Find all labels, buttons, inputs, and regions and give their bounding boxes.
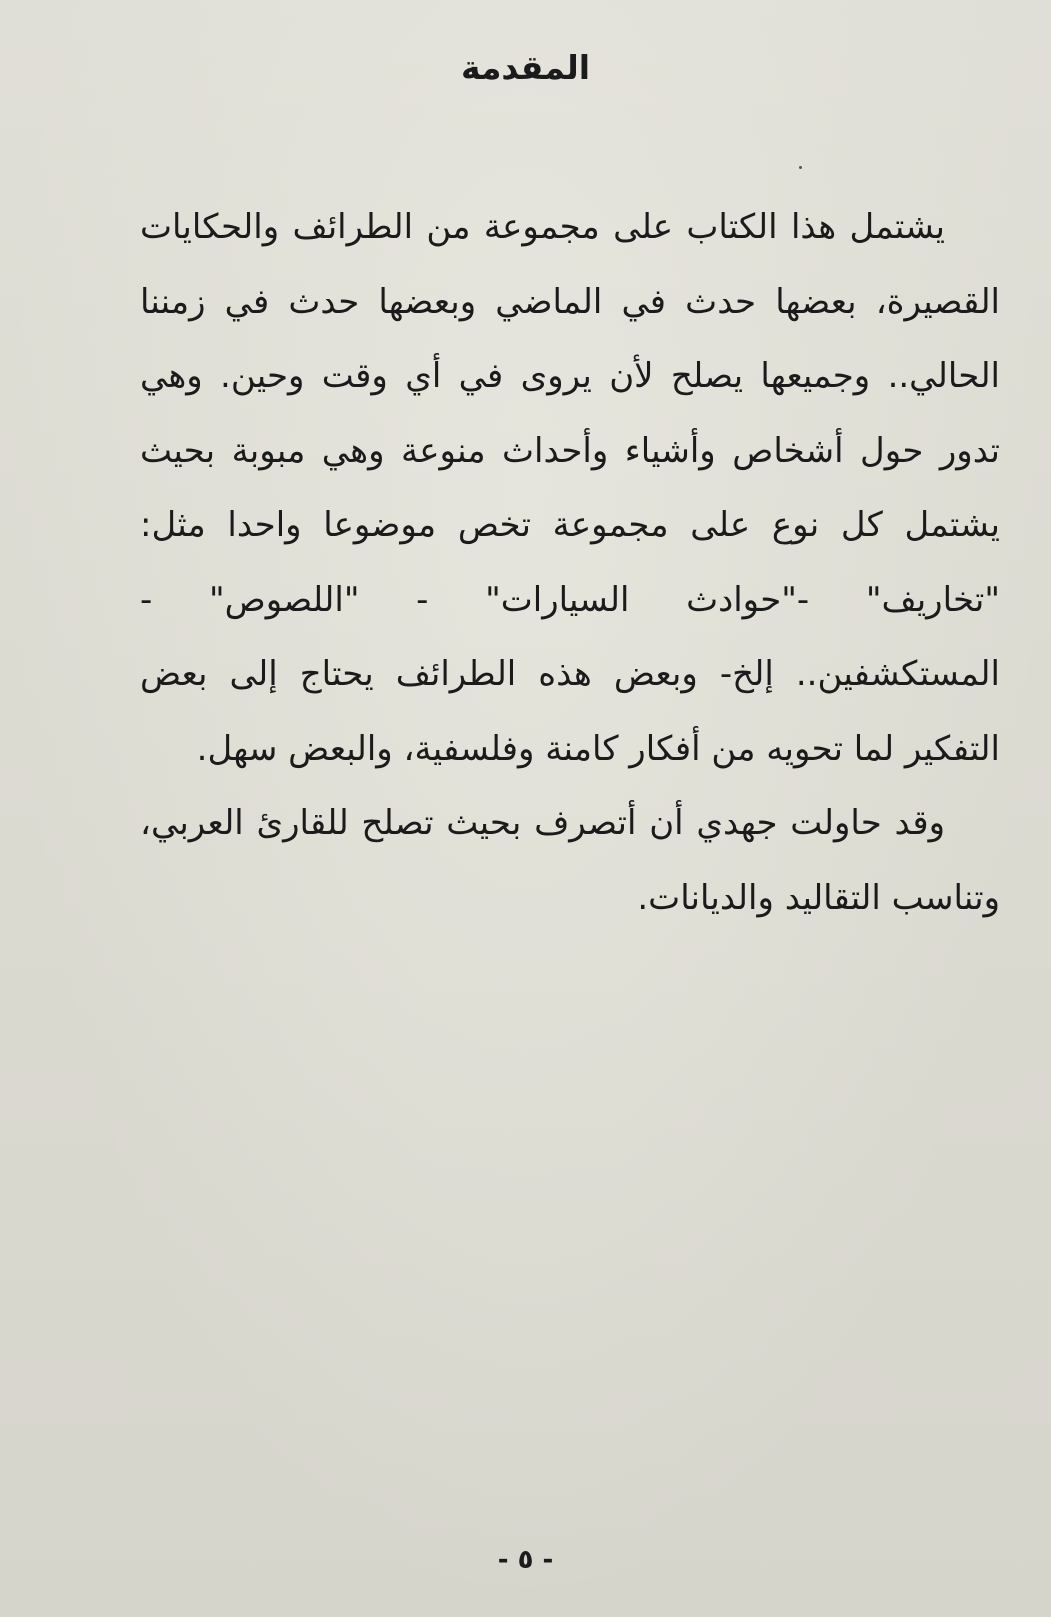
text-line: تدور حول أشخاص وأشياء وأحداث منوعة وهي مبوبة بحيث (140, 430, 1000, 471)
body-text (140, 190, 1000, 935)
page-title: المقدمة (460, 48, 591, 87)
text-line: وقد حاولت جهدي أن أتصرف بحيث تصلح للقارئ العربي، (140, 803, 945, 843)
text-line: الحالي.. وجميعها يصلح لأن يروى في أي وقت وحين. وهي (140, 356, 1000, 396)
ink-speck (799, 166, 802, 169)
text-line: يشتمل كل نوع على مجموعة تخص موضوعا واحدا مثل: (140, 505, 1000, 545)
text-line: التفكير لما تحويه من أفكار كامنة وفلسفية، والبعض سهل. (196, 728, 1000, 769)
text-line: المستكشفين.. إلخ- وبعض هذه الطرائف يحتاج إلى بعض (140, 654, 1000, 694)
text-line: وتناسب التقاليد والديانات. (637, 877, 1000, 918)
page-number: - ٥ - (497, 1545, 554, 1575)
text-line: "تخاريف" -"حوادث السيارات" - "اللصوص" - (140, 579, 1000, 620)
text-line: القصيرة، بعضها حدث في الماضي وبعضها حدث في زمننا (140, 281, 1000, 322)
text-line: يشتمل هذا الكتاب على مجموعة من الطرائف والحكايات (140, 207, 945, 247)
